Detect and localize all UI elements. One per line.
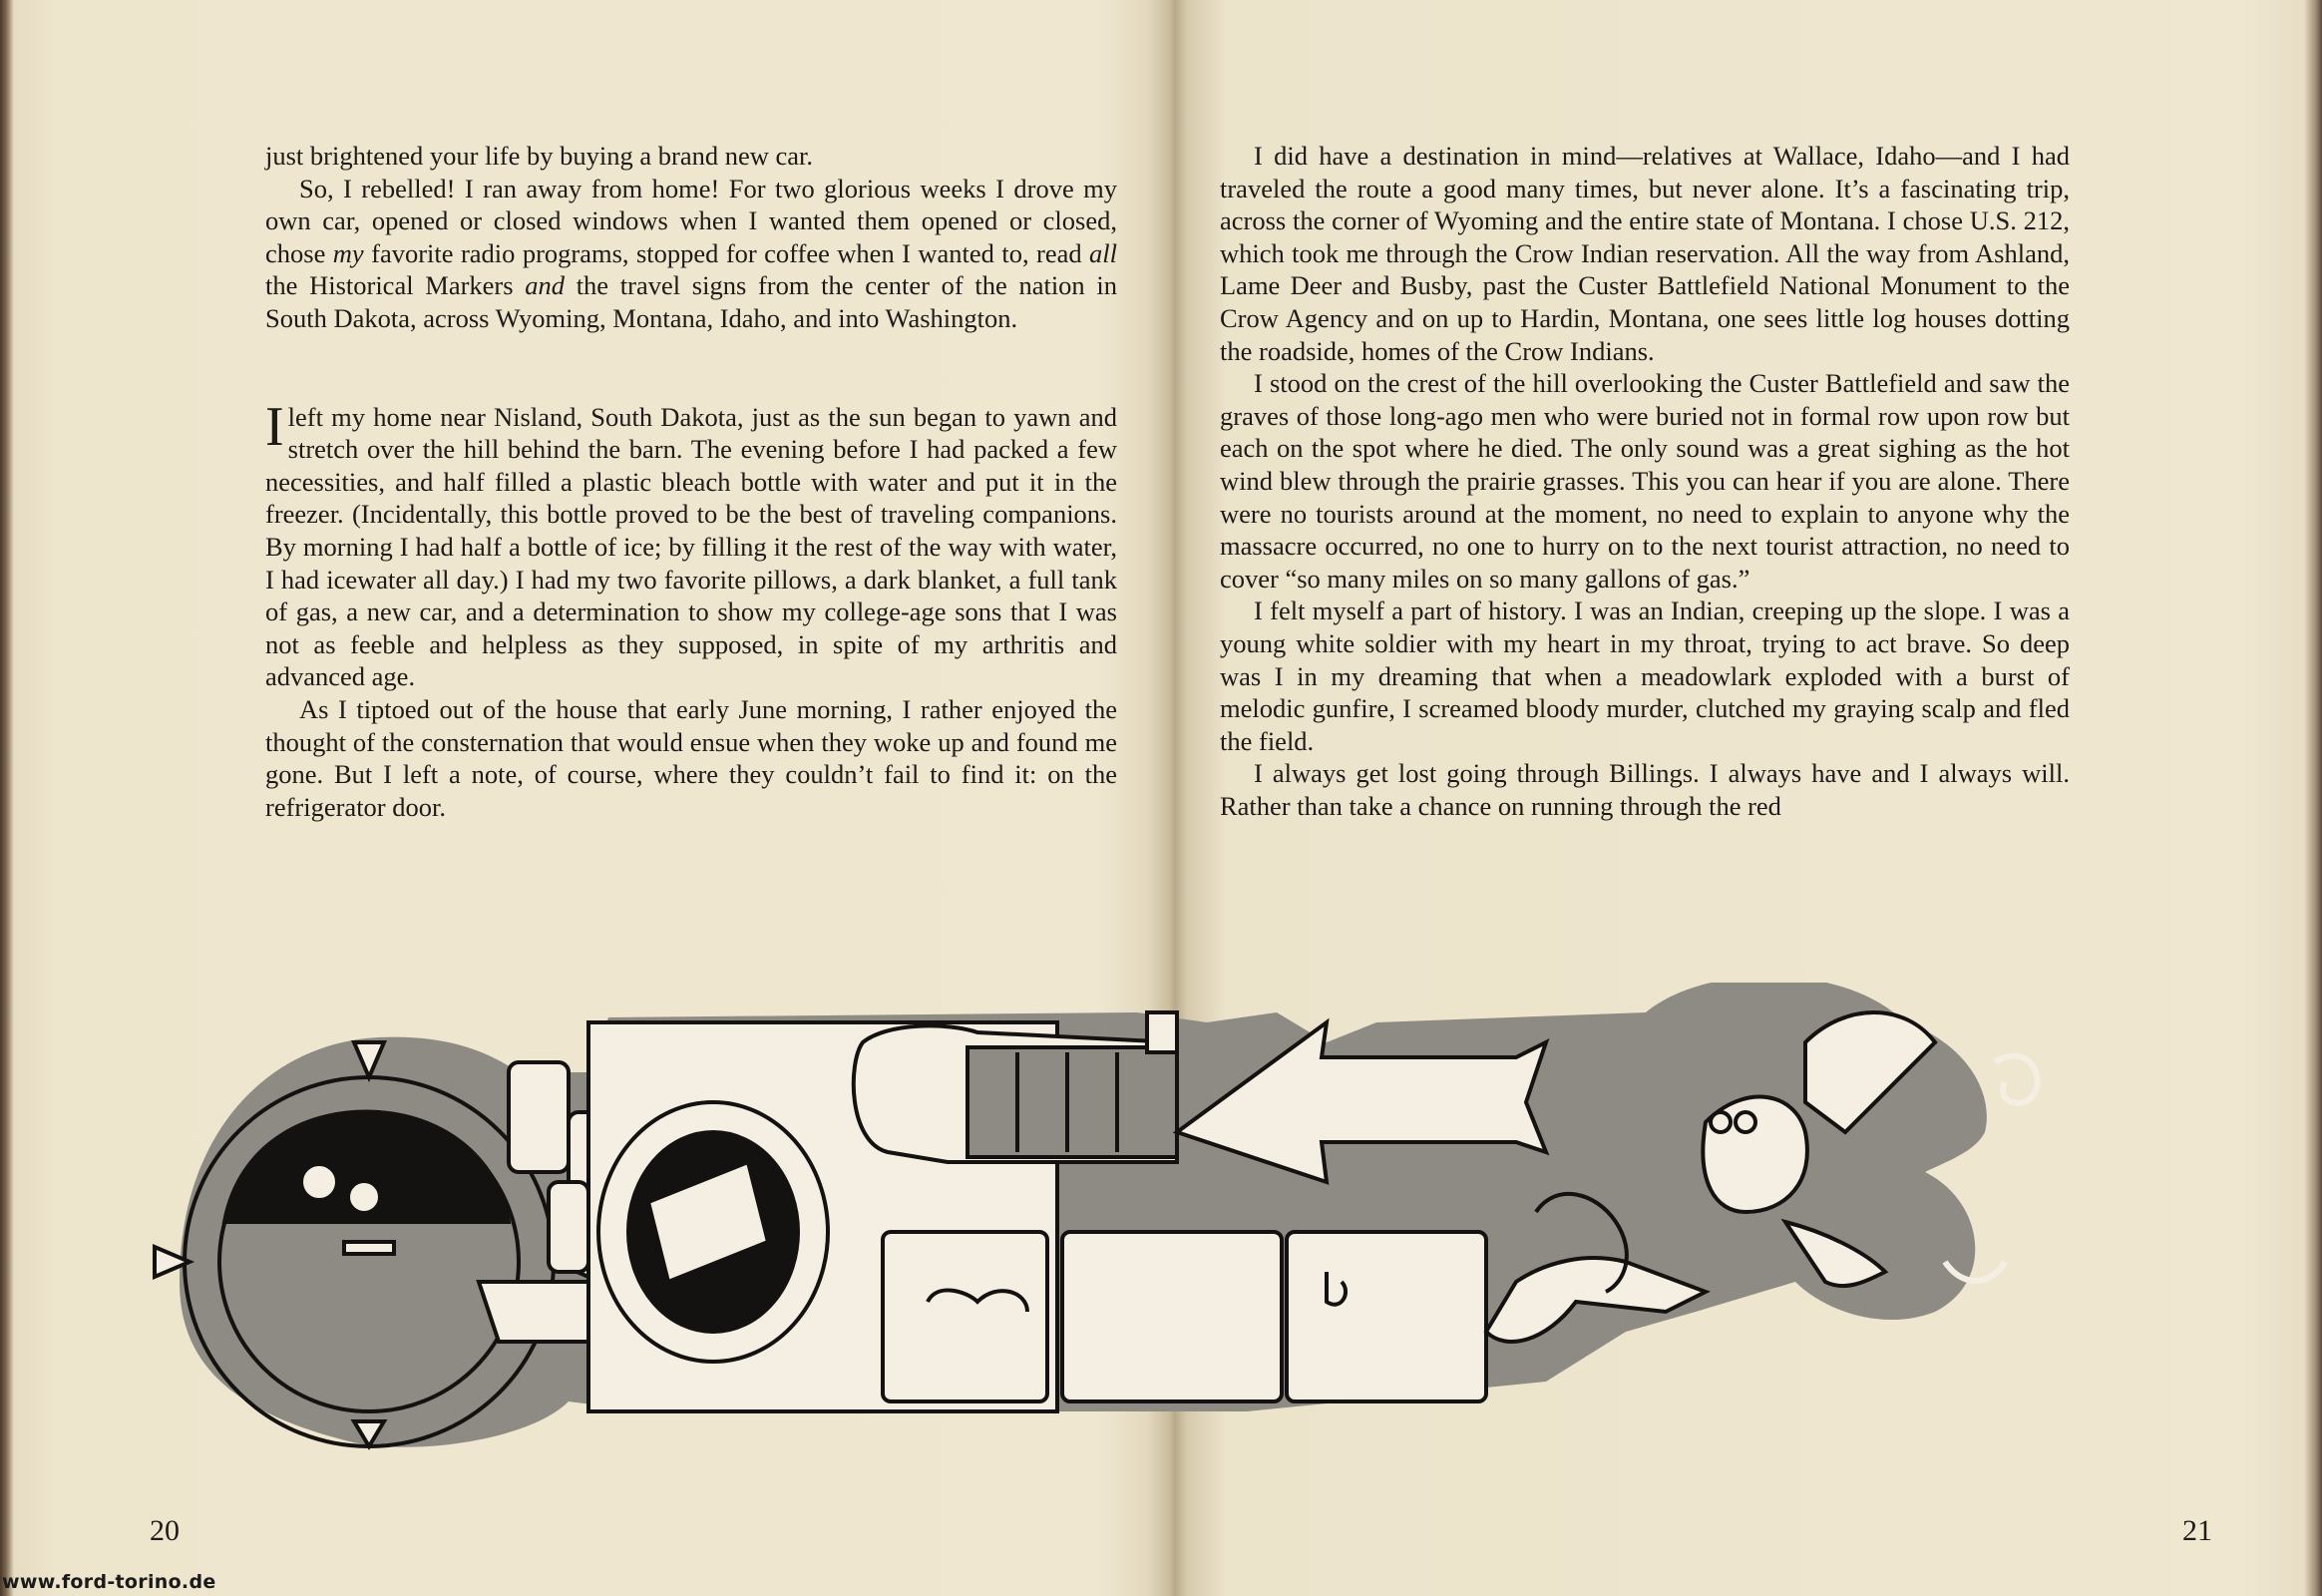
paragraph-dropcap (265, 395, 1117, 693)
page-number-left: 20 (150, 1514, 180, 1547)
paragraph-text-c: the Historical Markers (265, 270, 526, 301)
paragraph-text-d: the travel signs from the center of the nation in South Dakota, across Wyoming, Montana, Idaho, and into Washington. (265, 270, 1117, 333)
paragraph: just brightened your life by buying a brand new car. (265, 141, 813, 171)
paragraph: I always get lost going through Billings. I always have and I always will. Rather than take a chance on running through the red (1220, 758, 2070, 821)
paragraph: I felt myself a part of history. I was an Indian, creeping up the slope. I was a young white soldier with my heart in my throat, trying to act brave. So deep was I in my dreaming that when a meadowlark exploded with a burst of melodic gunfire, I screamed bloody murder, clutched my graying scalp and fled the field. (1220, 596, 2070, 756)
emph-my: my (332, 237, 364, 268)
car-trip-illustration (150, 983, 2184, 1451)
paragraph-text-a: So, I rebelled! I ran away from home! For two glorious weeks I drove my own car, opened or closed windows when I wanted them opened or closed, chose (265, 173, 1117, 268)
watermark-url[interactable]: www.ford-torino.de (2, 1571, 216, 1593)
paragraph: I did have a destination in mind—relatives at Wallace, Idaho—and I had traveled the route a good many times, but never alone. It’s a fascinating trip, across the corner of Wyoming and the entire state of Montana. I chose U.S. 212, which took me through the Crow Indian reservation. All the way from Ashland, Lame Deer and Busby, past the Custer Battlefield National Monument to the Crow Agency and on up to Hardin, Montana, one sees little log houses dotting the roadside, homes of the Crow Indians. (1220, 141, 2070, 366)
emph-all: all (1089, 237, 1118, 268)
illustration-svg (150, 983, 2184, 1451)
left-text-column (265, 140, 1117, 823)
emph-and: and (525, 270, 565, 301)
paragraph (265, 173, 1117, 335)
dropcap-paragraph-text: left my home near Nisland, South Dakota, just as the sun began to yawn and stretch over the hill behind the barn. The evening before I had packed a few necessities, and half filled a plastic bleach bottle with water and put it in the freezer. (Incidentally, this bottle proved to be the best of traveling companions. By morning I had half a bottle of ice; by filling it the rest of the way with water, I had icewater all day.) I had my two favorite pillows, a dark blanket, a full tank of gas, a new car, and a determination to show my college-age sons that I was not as feeble and helpless as they supposed, in spite of my arthritis and advanced age. (265, 401, 1117, 692)
paragraph-text-b: favorite radio programs, stopped for coffee when I wanted to, read (363, 237, 1090, 268)
paragraph: As I tiptoed out of the house that early June morning, I rather enjoyed the thought of the consternation that would ensue when they woke up and found me gone. But I left a note, of course, where they couldn’t fail to find it: on the refrigerator door. (265, 693, 1117, 822)
drop-cap: I (265, 395, 284, 458)
right-text-column (1220, 140, 2070, 822)
paragraph: I stood on the crest of the hill overlooking the Custer Battlefield and saw the graves of those long-ago men who were buried not in formal row upon row but each on the spot where he died. The only sound was a great sighing as the hot wind blew through the prairie grasses. This you can hear if you are alone. There were no tourists around at the moment, no need to explain to anyone why the massacre occurred, no one to hurry on to the next tourist attraction, no need to cover “so many miles on so many gallons of gas.” (1220, 368, 2070, 594)
page-number-right: 21 (2182, 1514, 2212, 1547)
